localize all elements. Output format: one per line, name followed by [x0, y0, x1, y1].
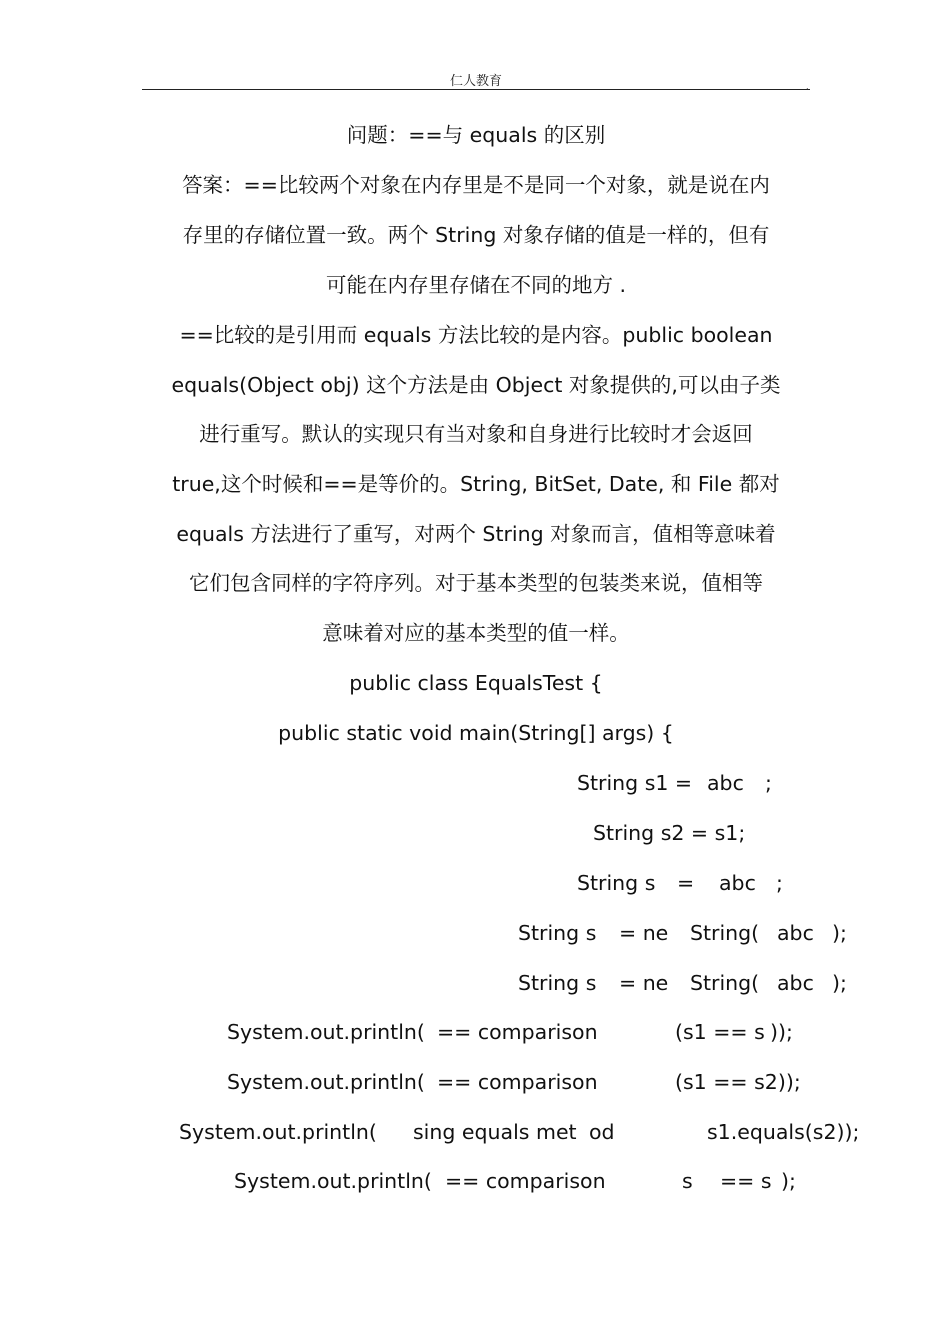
- code-segment: sing equals met: [413, 1120, 577, 1144]
- code-segment: = ne: [619, 971, 669, 995]
- code-segment: System.out.println(: [234, 1169, 432, 1193]
- header-mark: .: [806, 82, 809, 91]
- code-segment: String(: [690, 971, 760, 995]
- code-segment: ;: [765, 771, 772, 795]
- code-segment: );: [832, 921, 847, 945]
- code-segment: System.out.println(: [227, 1070, 425, 1094]
- code-segment: == comparison: [437, 1070, 598, 1094]
- code-segment: == comparison: [445, 1169, 606, 1193]
- code-segment: ));: [770, 1020, 793, 1044]
- code-segment: s1.equals(s2));: [707, 1120, 860, 1144]
- code-segment: String s: [577, 871, 656, 895]
- code-main-declaration: public static void main(String[] args) {: [278, 721, 674, 745]
- answer-line-3: 可能在内存里存储在不同的地方 .: [325, 273, 627, 297]
- code-segment: ;: [776, 871, 783, 895]
- code-segment: = ne: [619, 921, 669, 945]
- body-line-6: 它们包含同样的字符序列。对于基本类型的包装类来说，值相等: [189, 571, 763, 595]
- page-header: 仁人教育: [449, 74, 502, 89]
- question-title: 问题：==与 equals 的区别: [346, 123, 606, 147]
- code-segment: s: [682, 1169, 693, 1193]
- code-segment: (s1 == s2));: [675, 1070, 801, 1094]
- body-line-7: 意味着对应的基本类型的值一样。: [322, 621, 630, 645]
- code-segment: od: [589, 1120, 615, 1144]
- code-segment: String s: [518, 971, 597, 995]
- code-segment: System.out.println(: [227, 1020, 425, 1044]
- body-line-2: equals(Object obj) 这个方法是由 Object 对象提供的,可以由子类: [171, 373, 781, 397]
- body-line-1: ==比较的是引用而 equals 方法比较的是内容。public boolean: [179, 323, 773, 347]
- code-segment: == s: [720, 1169, 772, 1193]
- code-segment: abc: [777, 921, 814, 945]
- code-segment: );: [832, 971, 847, 995]
- body-line-3: 进行重写。默认的实现只有当对象和自身进行比较时才会返回: [199, 422, 753, 446]
- body-line-4: true,这个时候和==是等价的。String, BitSet, Date, 和 File 都对: [172, 472, 780, 496]
- code-segment: =: [677, 871, 695, 895]
- header-rule: [142, 89, 810, 90]
- answer-line-1: 答案：==比较两个对象在内存里是不是同一个对象，就是说在内: [182, 173, 770, 197]
- code-class-declaration: public class EqualsTest {: [349, 671, 603, 695]
- code-segment: String s: [518, 921, 597, 945]
- code-segment: abc: [707, 771, 744, 795]
- code-segment: String(: [690, 921, 760, 945]
- code-segment: String s1 =: [577, 771, 693, 795]
- code-segment: String s2 = s1;: [593, 821, 746, 845]
- code-segment: == comparison: [437, 1020, 598, 1044]
- body-line-5: equals 方法进行了重写，对两个 String 对象而言，值相等意味着: [176, 522, 776, 546]
- code-segment: );: [781, 1169, 796, 1193]
- code-segment: abc: [777, 971, 814, 995]
- answer-line-2: 存里的存储位置一致。两个 String 对象存储的值是一样的，但有: [182, 223, 770, 247]
- code-segment: (s1 == s: [675, 1020, 765, 1044]
- code-segment: System.out.println(: [179, 1120, 377, 1144]
- code-segment: abc: [719, 871, 756, 895]
